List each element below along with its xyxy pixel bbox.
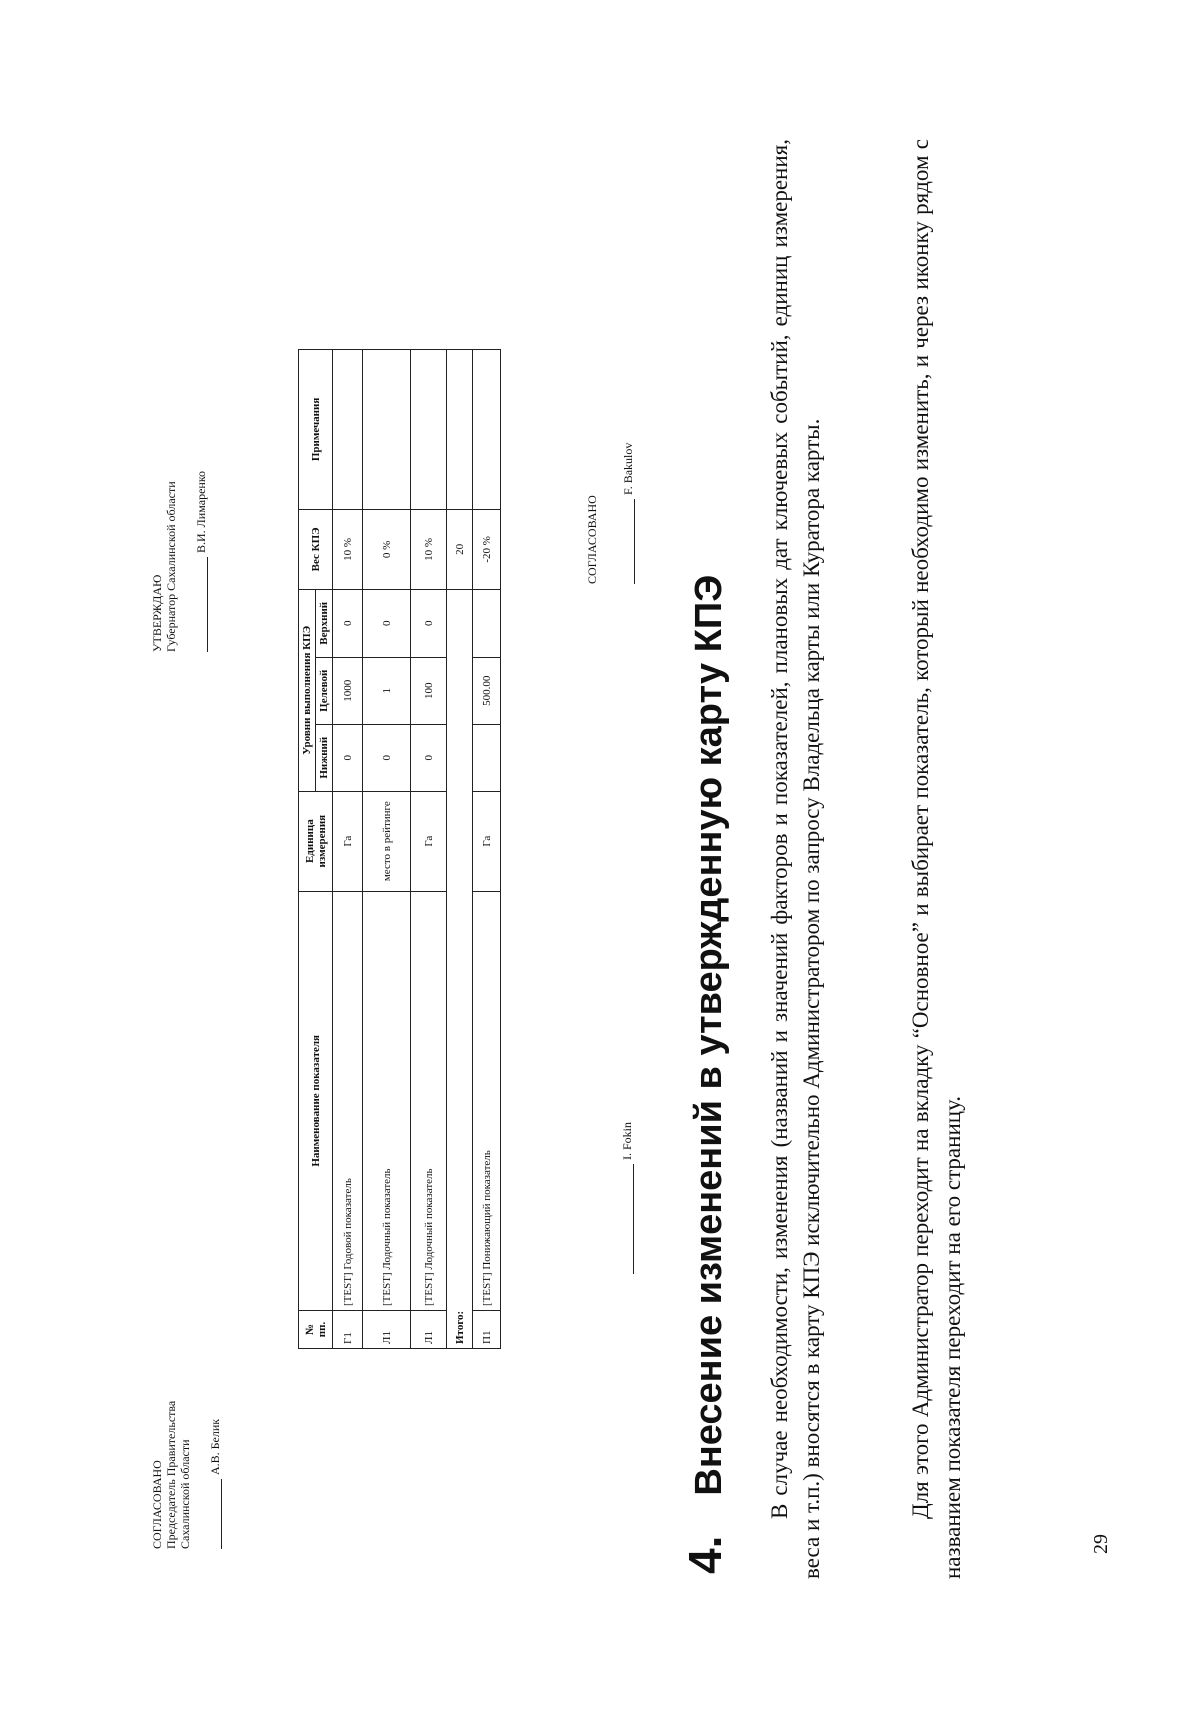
cell-notes xyxy=(333,350,363,510)
col-header-target: Целевой xyxy=(316,657,333,724)
section-title: Внесение изменений в утвержденную карту КПЭ xyxy=(688,574,730,1496)
signature-line xyxy=(621,1164,634,1274)
cell-weight: 0 % xyxy=(363,509,411,589)
cell-name: [TEST] Лодочный показатель xyxy=(363,891,411,1310)
total-notes xyxy=(447,350,473,510)
cell-name: [TEST] Понижающий показатель xyxy=(473,891,501,1310)
col-header-notes: Примечания xyxy=(299,350,333,510)
section-paragraph-2 xyxy=(905,139,969,1579)
cell-notes xyxy=(411,350,447,510)
section-paragraph-1 xyxy=(764,139,828,1579)
table-total-row xyxy=(447,350,473,1349)
cell-num: Г1 xyxy=(333,1311,363,1349)
cell-low xyxy=(473,724,501,791)
approval-left-line2: Сахалинской области xyxy=(178,1439,192,1549)
col-header-name: Наименование показателя xyxy=(299,891,333,1310)
cell-high: 0 xyxy=(333,589,363,657)
approval-right-signature xyxy=(194,471,208,652)
col-header-levels: Уровни выполнения КПЭ xyxy=(299,589,316,791)
approval-left-title: СОГЛАСОВАНО xyxy=(150,1460,164,1549)
approval-left-signer: А.В. Белик xyxy=(208,1418,222,1475)
approval-left-line1: Председатель Правительства xyxy=(164,1400,178,1549)
cell-target: 1 xyxy=(363,657,411,724)
cell-target: 100 xyxy=(411,657,447,724)
signature-fokin-name: I. Fokin xyxy=(620,1121,634,1160)
cell-unit: Га xyxy=(411,791,447,891)
cell-num: П1 xyxy=(473,1311,501,1349)
cell-high: 0 xyxy=(363,589,411,657)
col-header-num: № пп. xyxy=(299,1311,333,1349)
cell-high xyxy=(473,589,501,657)
cell-high: 0 xyxy=(411,589,447,657)
total-weight: 20 xyxy=(447,509,473,589)
cell-target: 1000 xyxy=(333,657,363,724)
cell-weight: -20 % xyxy=(473,509,501,589)
approval-right-signer: В.И. Лимаренко xyxy=(194,470,208,553)
kpe-table xyxy=(298,349,501,1349)
signature-bakulov-name: F. Bakulov xyxy=(621,442,635,495)
signature-line xyxy=(209,1479,222,1549)
approval-bottom-title: СОГЛАСОВАНО xyxy=(585,495,599,584)
cell-unit: Га xyxy=(333,791,363,891)
cell-unit: место в рейтинге xyxy=(363,791,411,891)
approval-right-line1: Губернатор Сахалинской области xyxy=(164,481,178,652)
cell-unit: Га xyxy=(473,791,501,891)
col-header-unit: Единица измерения xyxy=(299,791,333,891)
cell-notes xyxy=(473,350,501,510)
signature-line xyxy=(195,557,208,652)
cell-num: Л1 xyxy=(411,1311,447,1349)
cell-name: [TEST] Годовой показатель xyxy=(333,891,363,1310)
table-row xyxy=(473,350,501,1349)
cell-low: 0 xyxy=(333,724,363,791)
page-number: 29 xyxy=(1090,1534,1112,1554)
table-row xyxy=(333,350,363,1349)
table-header-row xyxy=(299,350,316,1349)
total-label: Итого: xyxy=(447,589,473,1348)
cell-num: Л1 xyxy=(363,1311,411,1349)
cell-target: 500.00 xyxy=(473,657,501,724)
cell-weight: 10 % xyxy=(333,509,363,589)
approval-right-title: УТВЕРЖДАЮ xyxy=(150,574,164,652)
col-header-high: Верхний xyxy=(316,589,333,657)
table-row xyxy=(363,350,411,1349)
paragraph-2-text: Для этого Администратор переходит на вкладку “Основное” и выбирает показатель, который необходимо изменить, и через иконку рядом с названием показателя переходит на его страницу. xyxy=(908,139,965,1579)
cell-weight: 10 % xyxy=(411,509,447,589)
approval-block-right xyxy=(150,471,208,652)
section-heading xyxy=(678,575,732,1574)
cell-low: 0 xyxy=(411,724,447,791)
approval-left-signature xyxy=(208,1401,222,1549)
cell-notes xyxy=(363,350,411,510)
signature-fokin xyxy=(620,1122,634,1274)
approval-block-left xyxy=(150,1401,222,1549)
paragraph-1-text: В случае необходимости, изменения (названий и значений факторов и показателей, плановых дат ключевых событий, единиц измерения, веса и т.п.) вносятся в карту КПЭ исключительно Администратором по запросу Владельца карты или Куратора карты. xyxy=(767,139,824,1579)
signature-line xyxy=(622,499,635,584)
approval-block-bottom xyxy=(585,443,635,584)
section-number: 4. xyxy=(679,1535,731,1574)
signature-bakulov xyxy=(621,443,635,584)
cell-low: 0 xyxy=(363,724,411,791)
cell-name: [TEST] Лодочный показатель xyxy=(411,891,447,1310)
col-header-low: Нижний xyxy=(316,724,333,791)
col-header-weight: Вес КПЭ xyxy=(299,509,333,589)
table-row xyxy=(411,350,447,1349)
